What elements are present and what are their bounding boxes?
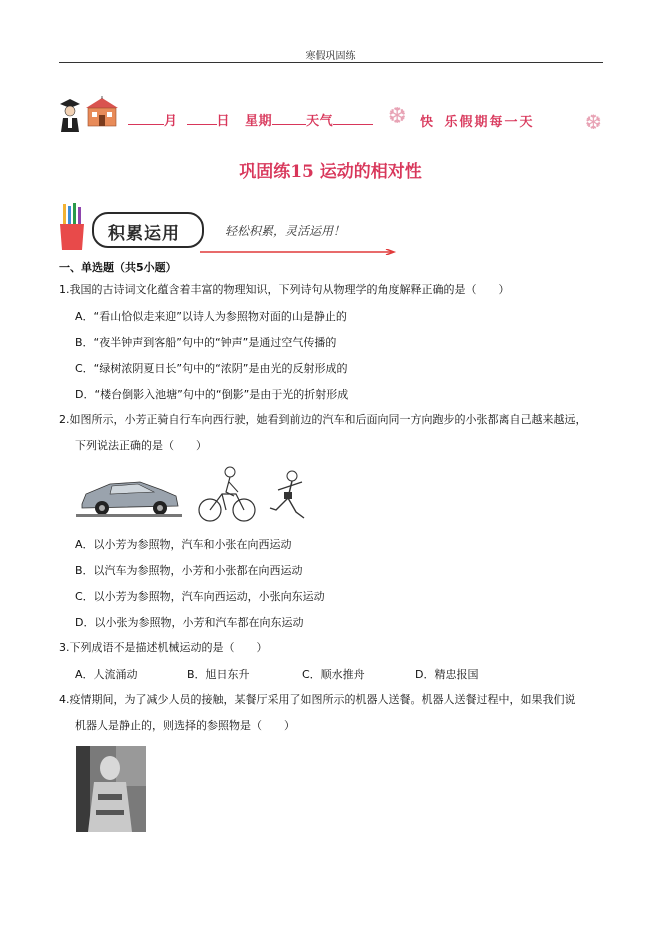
month-blank <box>128 112 164 125</box>
question-2-option-c: C．以小芳为参照物，汽车向西运动，小张向东运动 <box>75 590 325 603</box>
question-3-option-c: C．顺水推舟 <box>302 668 365 681</box>
school-building-illustration <box>84 96 120 128</box>
runner-illustration <box>266 468 312 524</box>
question-2-stem: 2.如图所示，小芳正骑自行车向西行驶，她看到前边的汽车和后面向同一方向跑步的小张都离自己越来越远， <box>59 413 587 426</box>
question-3-option-a: A．人流涌动 <box>75 668 138 681</box>
car-illustration <box>76 470 182 518</box>
day-blank <box>187 112 217 125</box>
weekday-label: 星期 <box>245 114 273 129</box>
holiday-phrase: 乐假期每一天 <box>444 115 535 130</box>
snowflake-icon: ❆ <box>585 110 602 134</box>
question-4-stem-continued: 机器人是静止的，则选择的参照物是（ ） <box>75 719 295 732</box>
day-label: 日 <box>216 114 231 129</box>
question-2-option-a: A．以小芳为参照物，汽车和小张在向西运动 <box>75 538 292 551</box>
question-4-stem: 4.疫情期间，为了减少人员的接触，某餐厅采用了如图所示的机器人送餐。机器人送餐过程中，如果我们说 <box>59 693 576 706</box>
question-1-option-a: A．“看山恰似走来迎”以诗人为参照物对面的山是静止的 <box>75 310 347 323</box>
section-heading: 一、单选题（共5小题） <box>59 261 177 274</box>
question-1-option-c: C．“绿树浓阴夏日长”句中的“浓阴”是由光的反射形成的 <box>75 362 348 375</box>
weather-blank <box>333 112 373 125</box>
question-1-option-d: D．“楼台倒影入池塘”句中的“倒影”是由于光的折射形成 <box>75 388 349 401</box>
pencil-cup-icon <box>58 202 86 252</box>
question-2-stem-continued: 下列说法正确的是（ ） <box>75 439 207 452</box>
header-rule <box>59 62 603 63</box>
date-line <box>128 110 373 129</box>
page-title: 巩固练15 运动的相对性 <box>239 162 422 182</box>
month-label: 月 <box>164 114 178 129</box>
section-badge-title: 积累运用 <box>108 224 180 244</box>
weekday-blank <box>272 112 306 125</box>
cyclist-illustration <box>196 464 258 524</box>
page-header-title: 寒假巩固练 <box>305 51 356 62</box>
question-2-option-b: B．以汽车为参照物，小芳和小张都在向西运动 <box>75 564 303 577</box>
robot-photo <box>76 746 146 832</box>
badge-underline <box>200 240 400 246</box>
question-3-option-d: D．精忠报国 <box>415 668 479 681</box>
graduate-illustration <box>58 96 82 134</box>
happy-char: 快 <box>420 115 434 130</box>
snowflake-icon: ❆ <box>388 104 407 129</box>
weather-label: 天气 <box>306 114 334 129</box>
section-badge-slogan: 轻松积累，灵活运用！ <box>225 224 346 238</box>
question-1-stem: 1.我国的古诗词文化蕴含着丰富的物理知识，下列诗句从物理学的角度解释正确的是（ ） <box>59 283 510 296</box>
question-3-option-b: B．旭日东升 <box>187 668 250 681</box>
question-1-option-b: B．“夜半钟声到客船”句中的“钟声”是通过空气传播的 <box>75 336 337 349</box>
section-badge <box>92 212 204 248</box>
question-2-option-d: D．以小张为参照物，小芳和汽车都在向东运动 <box>75 616 304 629</box>
question-3-stem: 3.下列成语不是描述机械运动的是（ ） <box>59 641 268 654</box>
happy-holiday-slogan <box>420 111 535 130</box>
